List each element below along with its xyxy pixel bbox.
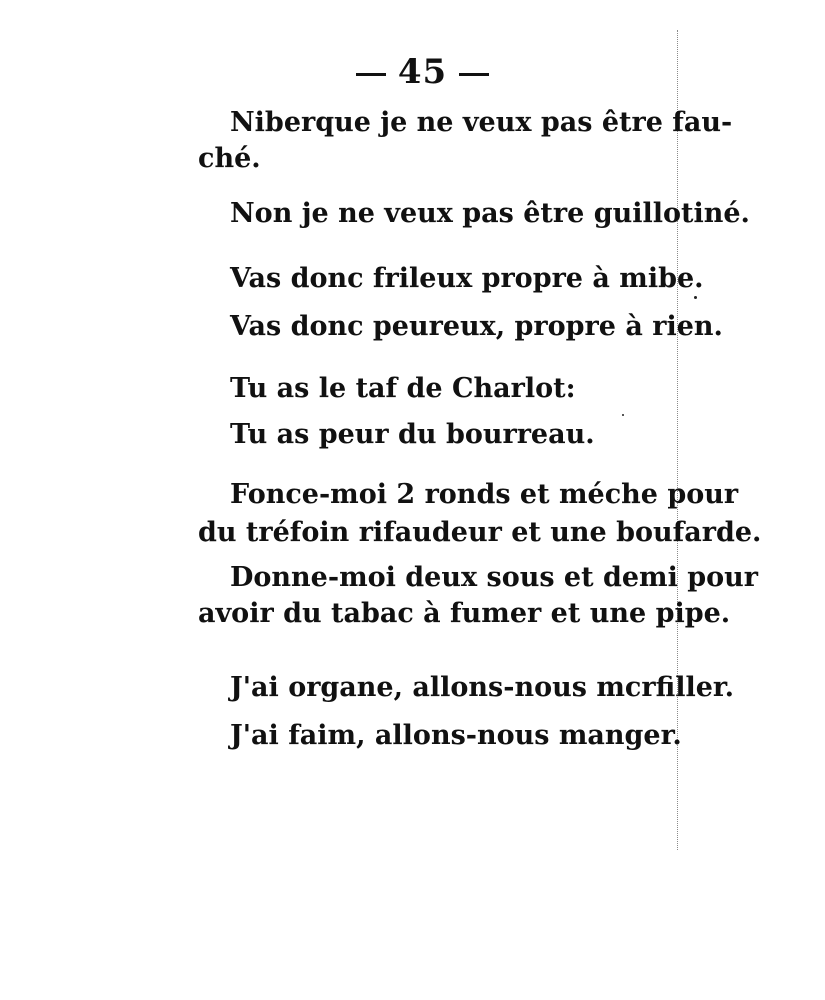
text-line: Vas donc frileux propre à mibe. — [230, 263, 704, 294]
page-number-header — [10, 52, 825, 92]
header-dash-right — [459, 73, 489, 76]
text-line: J'ai faim, allons-nous manger. — [230, 720, 682, 751]
text-line: Tu as peur du bourreau. — [230, 419, 595, 450]
scan-speck — [694, 296, 697, 299]
text-line: Non je ne veux pas être guillotiné. — [230, 198, 750, 229]
page-number: 45 — [397, 52, 448, 92]
text-line: Fonce-moi 2 ronds et méche pour — [230, 479, 739, 510]
text-line: Donne-moi deux sous et demi pour — [230, 562, 759, 593]
text-line: avoir du tabac à fumer et une pipe. — [198, 598, 731, 629]
text-line: ché. — [198, 143, 261, 174]
text-line: du tréfoin rifaudeur et une boufarde. — [198, 517, 762, 548]
text-line: J'ai organe, allons-nous mcrfiller. — [230, 672, 735, 703]
scan-speck — [622, 414, 624, 416]
text-line: Niberque je ne veux pas être fau- — [230, 107, 733, 138]
text-line: Vas donc peureux, propre à rien. — [230, 311, 723, 342]
header-dash-left — [356, 73, 386, 76]
text-line: Tu as le taf de Charlot: — [230, 373, 576, 404]
